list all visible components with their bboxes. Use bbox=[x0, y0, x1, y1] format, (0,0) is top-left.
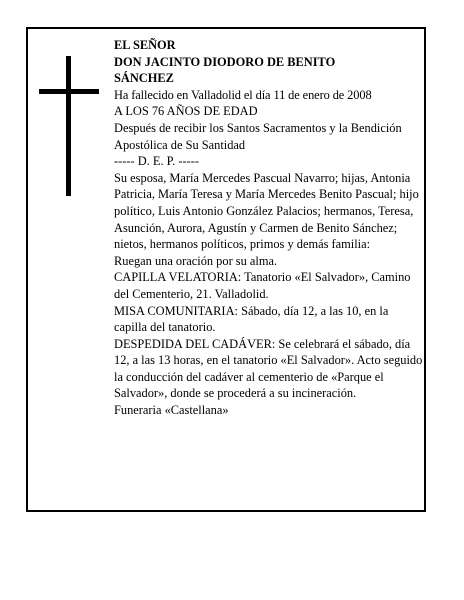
chapel-info bbox=[114, 269, 424, 302]
deceased-name: DON JACINTO DIODORO DE BENITO bbox=[114, 54, 336, 69]
age-line: A LOS 76 AÑOS DE EDAD bbox=[114, 104, 258, 119]
farewell-info bbox=[114, 336, 424, 402]
mass-text: Sábado, día 12, a las 10, en la capilla del tanatorio. bbox=[114, 303, 389, 335]
cross-horizontal-bar bbox=[39, 89, 99, 94]
prayer-text: Ruegan una oración por su alma. bbox=[114, 253, 278, 268]
title-line-1: EL SEÑOR bbox=[114, 38, 176, 52]
funeral-home: Funeraria «Castellana» bbox=[114, 403, 229, 418]
farewell-text: Se celebrará el sábado, día 12, a las 13 horas, en el tanatorio «El Salvador». Acto seguido la conducción del cadáver al cementerio de «Parque el Salvador», donde se procederá a su incineración. bbox=[114, 336, 423, 401]
family-text: Su esposa, María Mercedes Pascual Navarro; hijas, Antonia Patricia, María Teresa y María Mercedes Benito Pascual; hijo político, Luis Antonio González Palacios; hermanos, Teresa, Asunción, Aurora, Agustín y Carmen de Benito Sánchez; nietos, hermanos políticos, primos y demás familia: bbox=[114, 170, 419, 252]
deceased-surname: SÁNCHEZ bbox=[114, 71, 174, 86]
sacraments-text: Después de recibir los Santos Sacramentos y la Bendición Apostólica de Su Santidad bbox=[114, 120, 402, 152]
chapel-label: CAPILLA VELATORIA: bbox=[114, 270, 242, 285]
mass-label: MISA COMUNITARIA: bbox=[114, 303, 238, 318]
chapel-text: Tanatorio «El Salvador», Camino del Cementerio, 21. Valladolid. bbox=[114, 270, 411, 301]
rip-line: ----- D. E. P. ----- bbox=[114, 154, 199, 169]
death-announcement: Ha fallecido en Valladolid el día 11 de enero de 2008 bbox=[114, 87, 372, 102]
cross-vertical-bar bbox=[66, 56, 71, 196]
farewell-label: DESPEDIDA DEL CADÁVER: bbox=[114, 336, 276, 351]
latin-cross-icon bbox=[39, 56, 99, 196]
mass-info bbox=[114, 303, 424, 336]
obituary-text bbox=[114, 37, 424, 419]
